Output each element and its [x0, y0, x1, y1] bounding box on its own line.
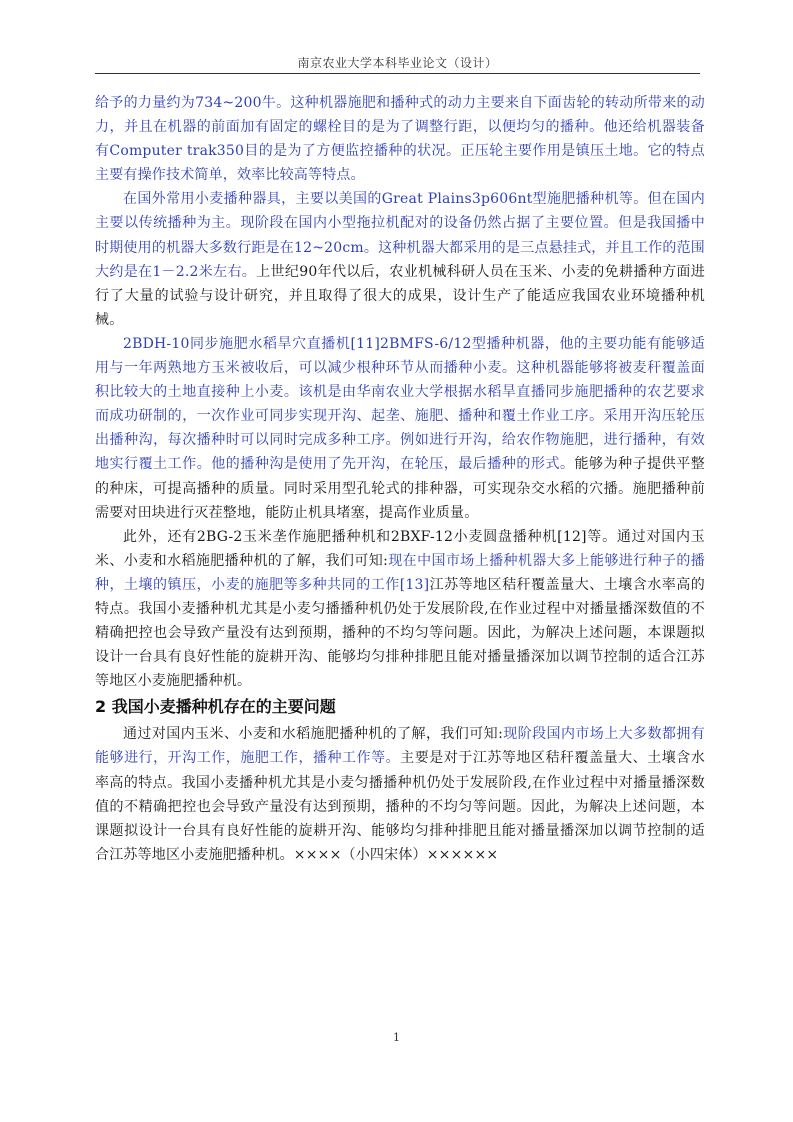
paragraph-5-text: 主要是对于江苏等地区秸秆覆盖量大、土壤含水率高的特点。我国小麦播种机尤其是小麦匀播播种机仍处于发展阶段,在作业过程中对播量播深数值的不精确把控也会导致产量没有达到预期，播种的不均匀等问题。因此，为解决上述问题，本课题拟设计一台具有良好性能的旋耕开沟、能够均匀排种排肥且能对播量播深加以调节控制的适合江苏等地区小麦施肥播种机。××××（小四宋体）××××××: [95, 750, 706, 863]
paragraph-3-highlight: 2BDH-10同步施肥水稻旱穴直播机[11]2BMFS-6/12型播种机器，他的主要功能有能够适用与一年两熟地方玉米被收后，可以减少根种环节从而播种小麦。这种机器能够将被麦秆覆盖面积比较大的土地直接种上小麦。该机是由华南农业大学根据水稻旱直播同步施肥播种的农艺要求而成功研制的，一次作业可同步实现开沟、起垄、施肥、播种和覆土作业工序。采用开沟压轮压出播种沟，每次播种时可以同时完成多种工序。例如进行开沟，给农作物施肥，进行播种，有效地实行覆土工作。他的播种沟是使用了先开沟，在轮压，最后播种的形式。: [95, 335, 705, 473]
paragraph-2-highlight: 在国外常用小麦播种器具，主要以美国的Great Plains3p606nt型施肥播种机等。但在国内主要以传统播种为主。现阶段在国内小型拖拉机配对的设备仍然占据了主要位置。但是我国播中时期使用的机器大多数行距是在12~20cm。这种机器大都采用的是三点悬挂式，并且工作的范围大约是在1－2.2米左右。: [95, 191, 705, 280]
paragraph-4: [95, 525, 705, 694]
paragraph-3: [95, 332, 705, 525]
paragraph-2: [95, 187, 705, 332]
paragraph-4-text: 江苏等地区秸秆覆盖量大、土壤含水率高的特点。我国小麦播种机尤其是小麦匀播播种机仍处于发展阶段,在作业过程中对播量播深数值的不精确把控也会导致产量没有达到预期，播种的不均匀等问题。因此，为解决上述问题，本课题拟设计一台具有良好性能的旋耕开沟、能够均匀排种排肥且能对播量播深加以调节控制的适合江苏等地区小麦施肥播种机。: [95, 576, 705, 690]
paragraph-1: [95, 91, 705, 187]
paragraph-4-lead: 此外，还有2BG-2玉米垄作施肥播种机和2BXF-12小麦圆盘播种机[12]等。通过对国内玉米、小麦和水稻施肥播种机的了解，我们可知:: [95, 528, 705, 569]
paragraph-5-highlight: 现阶段国内市场上大多数都拥有能够进行，开沟工作，施肥工作，播种工作等。: [95, 726, 705, 767]
page-number: 1: [393, 1031, 400, 1044]
section-2-heading: 2 我国小麦播种机存在的主要问题: [95, 697, 336, 717]
paragraph-1-highlight: 给予的力量约为734~200牛。这种机器施肥和播种式的动力主要来自下面齿轮的转动所带来的动力，并且在机器的前面加有固定的螺栓目的是为了调整行距，以便均匀的播种。他还给机器装备有Computer trak350目的是为了方便监控播种的状况。正压轮主要作用是镇压土地。它的特点主要有操作技术简单，效率比较高等特点。: [95, 95, 705, 184]
header-rule: [95, 73, 700, 74]
paragraph-4-highlight: 现在中国市场上播种机器大多上能够进行种子的播种，土壤的镇压，小麦的施肥等多种共同的工作[13]: [95, 552, 705, 593]
document-body: [95, 91, 705, 867]
paragraph-2-text: 上世纪90年代以后，农业机械科研人员在玉米、小麦的免耕播种方面进行了大量的试验与设计研究，并且取得了很大的成果，设计生产了能适应我国农业环境播种机械。: [95, 263, 705, 328]
paragraph-5: [95, 722, 705, 867]
paragraph-5-lead: 通过对国内玉米、小麦和水稻施肥播种机的了解，我们可知:: [123, 726, 504, 743]
paragraph-3-text: 能够为种子提供平整的种床，可提高播种的质量。同时采用型孔轮式的排种器，可实现杂交水稻的穴播。施肥播种前需要对田块进行灭茬整地，能防止机具堵塞，提高作业质量。: [95, 456, 705, 521]
page-header: 南京农业大学本科毕业论文（设计）: [297, 56, 498, 70]
